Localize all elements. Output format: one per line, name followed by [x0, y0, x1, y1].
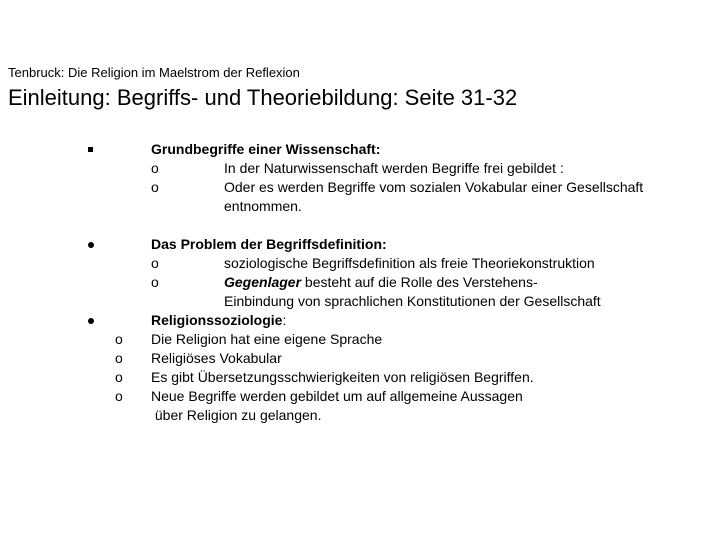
sub-bullet-marker: o — [115, 369, 123, 385]
list-item-continuation: entnommen. — [224, 198, 302, 214]
round-bullet-icon — [88, 318, 94, 324]
list-item-text: besteht auf die Rolle des Verstehens- — [301, 274, 538, 290]
section-heading-religionssoziologie — [151, 311, 286, 330]
slide-title: Einleitung: Begriffs- und Theoriebildung: Seite 31-32 — [8, 85, 518, 110]
list-item: Es gibt Übersetzungsschwierigkeiten von religiösen Begriffen. — [151, 369, 534, 385]
list-item-continuation: über Religion zu gelangen. — [151, 407, 322, 423]
sub-bullet-marker: o — [151, 160, 159, 176]
section-heading-suffix: : — [282, 312, 287, 328]
list-item: Oder es werden Begriffe vom sozialen Vokabular einer Gesellschaft — [224, 179, 644, 195]
list-item-continuation: Einbindung von sprachlichen Konstitutionen der Gesellschaft — [224, 293, 601, 309]
list-item: In der Naturwissenschaft werden Begriffe frei gebildet : — [224, 160, 564, 176]
sub-bullet-marker: o — [115, 350, 123, 366]
sub-bullet-marker: o — [115, 331, 123, 347]
list-item: soziologische Begriffsdefinition als freie Theoriekonstruktion — [224, 255, 595, 271]
round-bullet-icon — [88, 242, 94, 248]
sub-bullet-marker: o — [151, 255, 159, 271]
sub-bullet-marker: o — [151, 179, 159, 195]
list-item — [224, 273, 538, 292]
section-heading-begriffsdefinition: Das Problem der Begriffsdefinition: — [151, 236, 387, 252]
section-heading-text: Religionssoziologie — [151, 312, 283, 328]
slide-subtitle: Tenbruck: Die Religion im Maelstrom der Reflexion — [8, 65, 300, 80]
list-item: Religiöses Vokabular — [151, 350, 282, 366]
list-item: Neue Begriffe werden gebildet um auf allgemeine Aussagen — [151, 388, 523, 404]
section-heading-grundbegriffe: Grundbegriffe einer Wissenschaft: — [151, 141, 381, 157]
list-item: Die Religion hat eine eigene Sprache — [151, 331, 383, 347]
emphasis-term: Gegenlager — [224, 274, 302, 290]
sub-bullet-marker: o — [115, 388, 123, 404]
sub-bullet-marker: o — [151, 274, 159, 290]
square-bullet-icon — [88, 147, 93, 152]
